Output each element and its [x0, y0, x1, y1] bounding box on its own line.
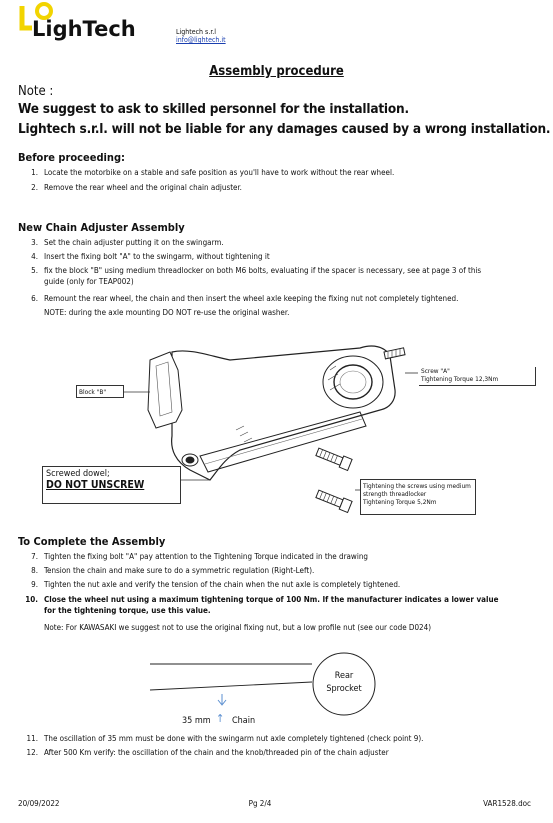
item-number: 11. — [26, 734, 38, 743]
list-item — [22, 167, 513, 179]
item-number: 9. — [31, 580, 38, 589]
item-text: Tighten the nut axle and verify the tension of the chain when the nut axle is completely tightened. — [44, 580, 401, 589]
item-number: 2. — [31, 183, 38, 192]
list-item — [22, 579, 513, 591]
up-arrow-icon: ↑ — [216, 712, 225, 725]
warning-line-2: Lightech s.r.l. will not be liable for any damages caused by a wrong installation. — [18, 121, 551, 137]
item-text: Locate the motorbike on a stable and safe position as you'll have to work without the rear wheel. — [44, 168, 395, 177]
screws-callout — [360, 479, 476, 515]
item-text: Close the wheel nut using a maximum tightening torque of 100 Nm. If the manufacturer indicates a lower value for the tightening torque, use this value. — [44, 595, 499, 615]
item-number: 3. — [31, 238, 38, 247]
screws-threadlocker: strength threadlocker — [363, 490, 427, 498]
company-email-link[interactable]: info@lightech.it — [176, 36, 226, 44]
list-item — [22, 182, 513, 194]
item-text: After 500 Km verify: the oscillation of the chain and the knob/threaded pin of the chain adjuster — [44, 748, 389, 757]
item-number: 10. — [25, 595, 38, 604]
list-item — [22, 747, 513, 759]
screws-torque: Tightening Torque 5,2Nm — [363, 498, 437, 506]
list-item — [22, 565, 513, 577]
screws-instruction: Tightening the screws using medium — [363, 482, 471, 490]
lightech-logo — [18, 2, 168, 42]
sprocket-line-1: Rear — [334, 671, 354, 681]
page-title: Assembly procedure — [209, 64, 344, 79]
list-item — [22, 594, 503, 632]
chain-lower-line — [150, 682, 312, 690]
down-arrow-icon — [218, 694, 226, 705]
item-text: Remount the rear wheel, the chain and then insert the wheel axle keeping the fixing nut not completely tightened. — [44, 294, 459, 303]
footer-page-number: Pg 2/4 — [248, 799, 272, 808]
item-number: 6. — [31, 294, 38, 303]
footer-date: 20/09/2022 — [18, 799, 60, 808]
company-name: Lightech s.r.l — [176, 28, 217, 36]
item-text: Tighten the fixing bolt "A" pay attention to the Tightening Torque indicated in the drawing — [44, 552, 368, 561]
screw-a-callout — [419, 367, 536, 386]
item-number: 4. — [31, 252, 38, 261]
oscillation-label: 35 mm — [182, 716, 211, 726]
item-text: fix the block "B" using medium threadlocker on both M6 bolts, evaluating if the spacer is necessary, see at page 3 of this guide (only for TEAP002) — [44, 266, 482, 286]
list-item — [22, 237, 513, 249]
logo-text: LighTech — [32, 17, 136, 41]
sprocket-line-2: Sprocket — [326, 684, 362, 694]
item-text: Set the chain adjuster putting it on the swingarm. — [44, 238, 224, 247]
item-number: 5. — [31, 266, 38, 275]
item-note: Note: For KAWASAKI we suggest not to use the original fixing nut, but a low profile nut (see our code D024) — [44, 623, 432, 632]
list-item — [22, 265, 503, 289]
screw-a-torque: Tightening Torque 12,3Nm — [421, 375, 499, 383]
item-text: Insert the fixing bolt "A" to the swingarm, without tightening it — [44, 252, 270, 261]
rear-sprocket-label — [312, 670, 376, 696]
warning-line-1: We suggest to ask to skilled personnel for the installation. — [18, 101, 409, 117]
item-text: Tension the chain and make sure to do a symmetric regulation (Right-Left). — [44, 566, 315, 575]
item-number: 8. — [31, 566, 38, 575]
chain-label: Chain — [232, 716, 256, 726]
dowel-callout — [42, 466, 181, 504]
screw-a-label: Screw "A" — [421, 367, 450, 375]
section-heading-before: Before proceeding: — [18, 151, 126, 164]
item-text: The oscillation of 35 mm must be done with the swingarm nut axle completely tightened (check point 9). — [44, 734, 424, 743]
section-heading-new-assembly: New Chain Adjuster Assembly — [18, 221, 185, 234]
list-item — [22, 293, 513, 317]
block-b-label: Block "B" — [79, 388, 107, 396]
item-number: 1. — [31, 168, 38, 177]
dowel-warning: DO NOT UNSCREW — [46, 479, 145, 491]
item-text: Remove the rear wheel and the original chain adjuster. — [44, 183, 242, 192]
list-item — [22, 733, 513, 745]
item-number: 12. — [26, 748, 38, 757]
item-number: 7. — [31, 552, 38, 561]
list-item — [22, 551, 513, 563]
note-label: Note : — [18, 84, 54, 99]
section-heading-complete: To Complete the Assembly — [18, 535, 166, 548]
block-b-callout — [76, 385, 124, 398]
footer-doc-name: VAR1528.doc — [483, 799, 531, 808]
dowel-label: Screwed dowel; — [46, 469, 110, 479]
company-info — [176, 28, 226, 44]
list-item — [22, 251, 513, 263]
item-note: NOTE: during the axle mounting DO NOT re-use the original washer. — [44, 308, 290, 317]
